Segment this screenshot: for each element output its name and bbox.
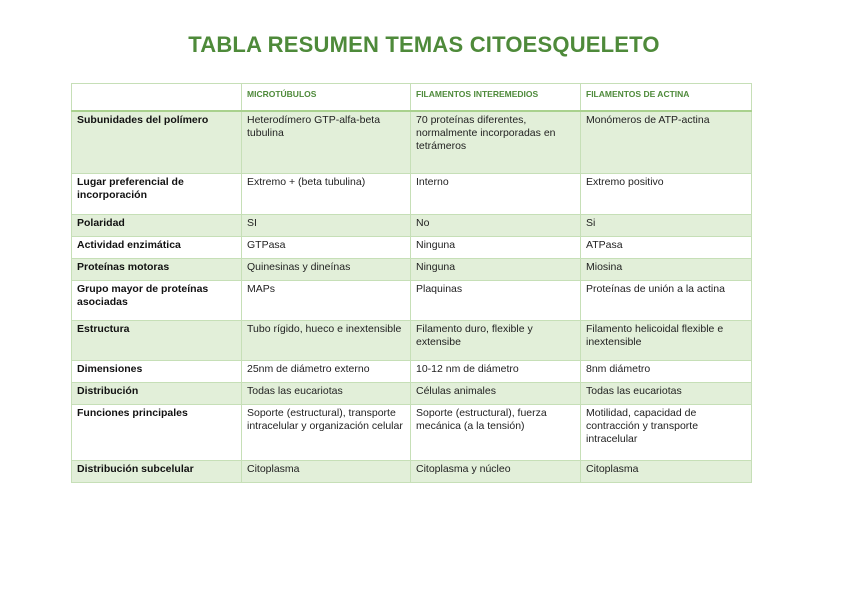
table-cell: MAPs [242,281,411,321]
table-cell: Citoplasma [242,461,411,483]
table-row [72,237,752,259]
table-cell: Filamento helicoidal flexible e inextensible [581,321,752,361]
table-cell: Plaquinas [411,281,581,321]
table-cell: Miosina [581,259,752,281]
table-cell: Monómeros de ATP-actina [581,111,752,174]
header-cell-filamentos-actina: FILAMENTOS DE ACTINA [581,84,752,112]
table-cell: Proteínas de unión a la actina [581,281,752,321]
table-row [72,215,752,237]
table-cell: Ninguna [411,237,581,259]
table-row [72,281,752,321]
table-cell: Todas las eucariotas [242,383,411,405]
table-cell: 25nm de diámetro externo [242,361,411,383]
table-cell: Interno [411,174,581,215]
row-label: Subunidades del polímero [72,111,242,174]
table-row [72,321,752,361]
header-cell-filamentos-intermedios: FILAMENTOS INTEREMEDIOS [411,84,581,112]
row-label: Proteínas motoras [72,259,242,281]
summary-table [71,83,752,483]
table-cell: Heterodímero GTP-alfa-beta tubulina [242,111,411,174]
table-row [72,383,752,405]
table-cell: Filamento duro, flexible y extensibe [411,321,581,361]
table-cell: Si [581,215,752,237]
row-label: Estructura [72,321,242,361]
table-cell: SI [242,215,411,237]
table-row [72,461,752,483]
table-cell: Soporte (estructural), fuerza mecánica (a la tensión) [411,405,581,461]
row-label: Dimensiones [72,361,242,383]
table-row [72,174,752,215]
table-cell: Quinesinas y dineínas [242,259,411,281]
table-cell: Soporte (estructural), transporte intracelular y organización celular [242,405,411,461]
row-label: Lugar preferencial de incorporación [72,174,242,215]
table-cell: Citoplasma [581,461,752,483]
header-cell-empty [72,84,242,112]
table-cell: 70 proteínas diferentes, normalmente incorporadas en tetrámeros [411,111,581,174]
table-cell: Extremo positivo [581,174,752,215]
page-title: TABLA RESUMEN TEMAS CITOESQUELETO [188,32,660,57]
table-cell: Motilidad, capacidad de contracción y transporte intracelular [581,405,752,461]
row-label: Distribución subcelular [72,461,242,483]
table-row [72,111,752,174]
table-cell: Células animales [411,383,581,405]
table-cell: Citoplasma y núcleo [411,461,581,483]
row-label: Actividad enzimática [72,237,242,259]
table-cell: 8nm diámetro [581,361,752,383]
table-cell: Ninguna [411,259,581,281]
table-header-row [72,84,752,112]
table-cell: GTPasa [242,237,411,259]
row-label: Grupo mayor de proteínas asociadas [72,281,242,321]
table-cell: No [411,215,581,237]
row-label: Funciones principales [72,405,242,461]
table-cell: Todas las eucariotas [581,383,752,405]
table-cell: ATPasa [581,237,752,259]
header-cell-microtubulos: MICROTÚBULOS [242,84,411,112]
table-row [72,259,752,281]
table-cell: 10-12 nm de diámetro [411,361,581,383]
row-label: Polaridad [72,215,242,237]
table-cell: Extremo + (beta tubulina) [242,174,411,215]
table-row [72,405,752,461]
row-label: Distribución [72,383,242,405]
table-cell: Tubo rígido, hueco e inextensible [242,321,411,361]
table-row [72,361,752,383]
